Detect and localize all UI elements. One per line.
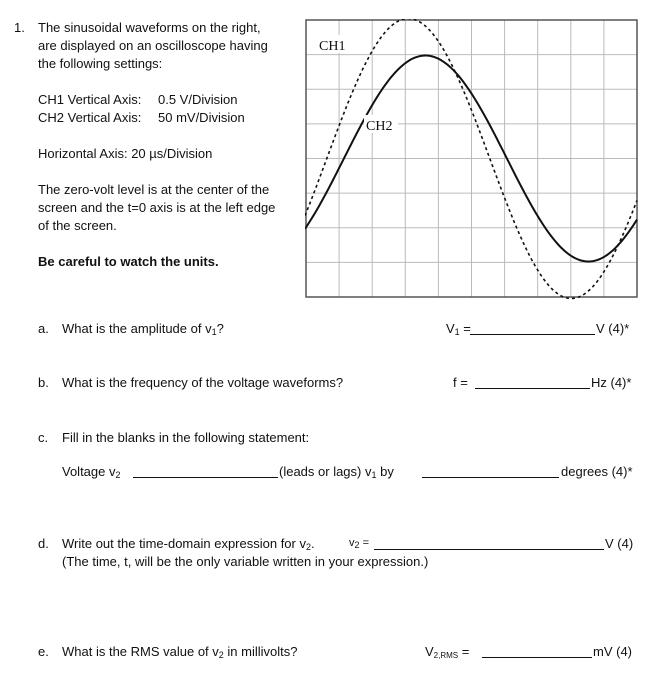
- question-e-text: [62, 643, 297, 660]
- ch2-label: CH2: [366, 119, 393, 134]
- question-a-letter: a.: [38, 321, 49, 336]
- question-c-leads-blank[interactable]: [133, 477, 278, 478]
- zero-note-line-3: of the screen.: [38, 218, 117, 233]
- oscilloscope-screen: [305, 19, 638, 302]
- question-d-answer-var: v: [349, 537, 355, 549]
- question-a-sub: 1: [211, 327, 217, 337]
- question-d-letter: d.: [38, 536, 49, 551]
- intro-line-1: The sinusoidal waveforms on the right,: [38, 20, 261, 35]
- question-a-suffix: ?: [216, 321, 224, 336]
- question-a-answer-var: V: [446, 321, 455, 336]
- question-c-degrees-blank[interactable]: [422, 477, 559, 478]
- question-c-voltage-sub: 2: [115, 470, 121, 480]
- ch2-setting-label: CH2 Vertical Axis:: [38, 110, 142, 125]
- scope-grid: [306, 20, 637, 297]
- question-b-answer-blank[interactable]: [475, 388, 590, 389]
- horizontal-setting: Horizontal Axis: 20 µs/Division: [38, 146, 213, 161]
- question-e-body: What is the RMS value of v: [62, 644, 219, 659]
- zero-note-line-2: screen and the t=0 axis is at the left edge: [38, 200, 276, 215]
- question-b-letter: b.: [38, 375, 49, 390]
- question-d-note: (The time, t, will be the only variable written in your expression.): [62, 554, 429, 569]
- question-a-units: V (4)*: [596, 321, 630, 336]
- ch1-setting-value: 0.5 V/Division: [158, 92, 238, 107]
- question-c-leads-text: (leads or lags) v: [279, 464, 372, 479]
- question-d-answer-blank[interactable]: [374, 549, 604, 550]
- intro-line-3: the following settings:: [38, 56, 163, 71]
- intro-line-2: are displayed on an oscilloscope having: [38, 38, 268, 53]
- oscilloscope-svg: [305, 19, 638, 302]
- ch2-setting-value: 50 mV/Division: [158, 110, 245, 125]
- question-b-answer-label: f =: [453, 375, 468, 390]
- question-c-by: by: [376, 464, 394, 479]
- question-e-sub: 2: [218, 650, 224, 660]
- question-c-units: degrees (4)*: [561, 464, 633, 479]
- question-a-answer-label: [446, 320, 471, 337]
- question-c-letter: c.: [38, 430, 49, 445]
- question-a-answer-blank[interactable]: [470, 334, 595, 335]
- question-c-voltage: [62, 463, 121, 480]
- question-b-text: What is the frequency of the voltage waveforms?: [62, 375, 344, 390]
- ch1-label: CH1: [319, 39, 346, 54]
- question-e-units: mV (4): [593, 644, 632, 659]
- question-e-answer-var: V: [425, 644, 434, 659]
- question-e-answer-label: [425, 643, 469, 660]
- question-d-answer-eq: =: [359, 537, 369, 549]
- question-a-answer-eq: =: [459, 321, 471, 336]
- zero-note-line-1: The zero-volt level is at the center of the: [38, 182, 270, 197]
- question-e-answer-sub: 2,RMS: [433, 651, 459, 660]
- question-c-leads: [279, 463, 394, 480]
- question-e-answer-blank[interactable]: [482, 657, 592, 658]
- question-d-body: Write out the time-domain expression for v: [62, 536, 306, 551]
- warning-text: Be careful to watch the units.: [38, 254, 219, 269]
- ch1-setting-label: CH1 Vertical Axis:: [38, 92, 142, 107]
- question-a-text: [62, 320, 224, 337]
- problem-number: 1.: [14, 20, 25, 35]
- question-a-body: What is the amplitude of v: [62, 321, 212, 336]
- question-e-letter: e.: [38, 644, 49, 659]
- question-a-answer-sub: 1: [454, 327, 460, 337]
- question-d-text: [62, 535, 315, 552]
- question-d-answer-sub: 2: [354, 540, 360, 550]
- question-e-suffix: in millivolts?: [223, 644, 298, 659]
- question-d-sub: 2: [305, 542, 311, 552]
- question-b-units: Hz (4)*: [591, 375, 632, 390]
- question-c-leads-sub: 1: [371, 470, 377, 480]
- question-d-answer-label: [349, 535, 369, 552]
- question-e-answer-eq: =: [458, 644, 470, 659]
- question-d-units: V (4): [605, 536, 634, 551]
- question-c-text: Fill in the blanks in the following statement:: [62, 430, 310, 445]
- question-d-suffix: .: [311, 536, 315, 551]
- question-c-voltage-var: Voltage v: [62, 464, 116, 479]
